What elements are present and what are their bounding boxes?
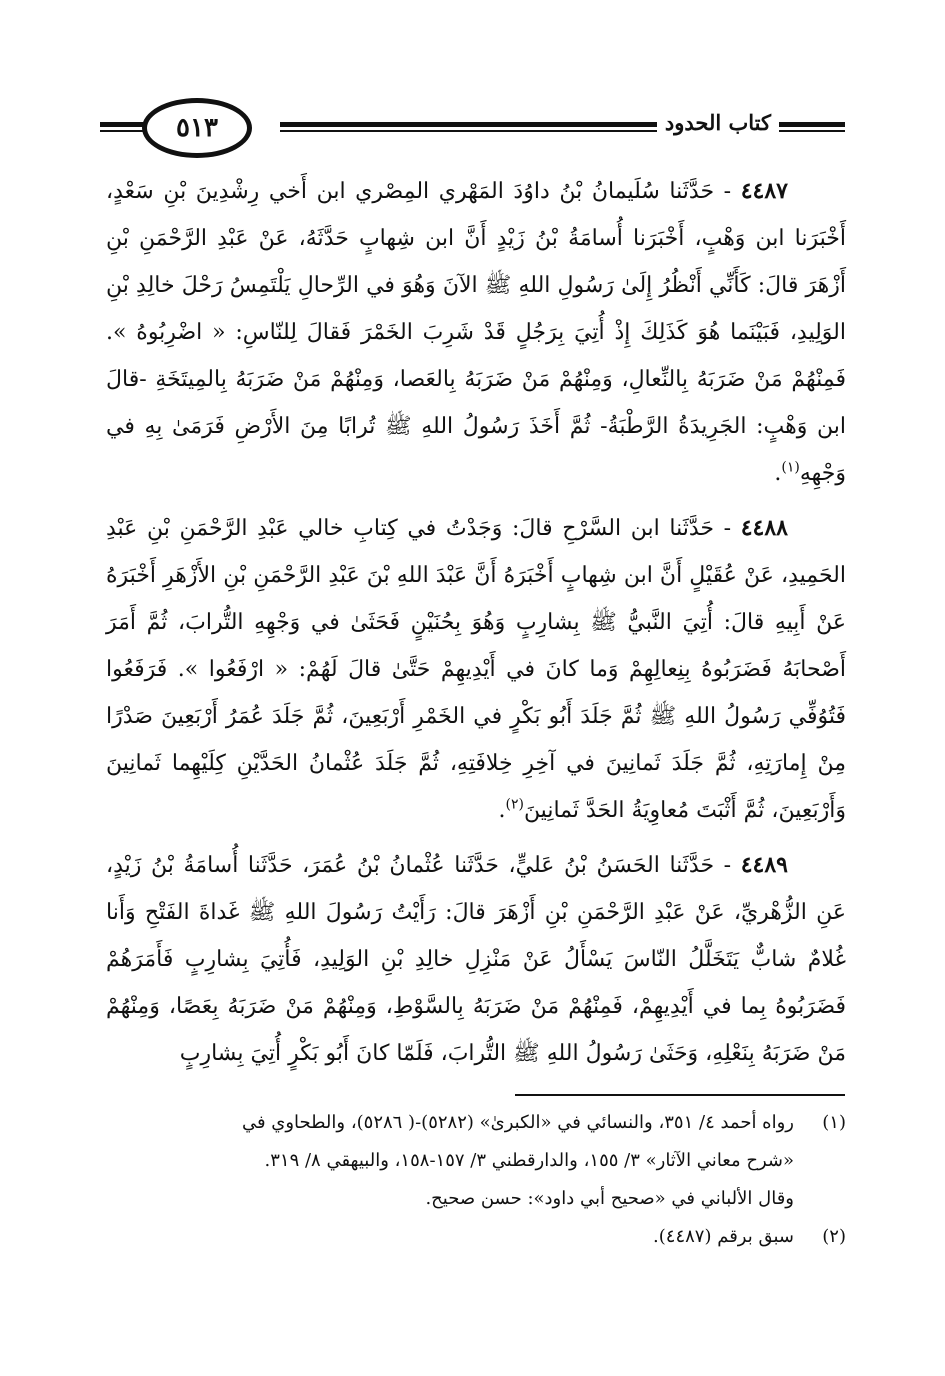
hadith-paragraph xyxy=(106,168,846,497)
page-number: ٥١٣ xyxy=(142,98,252,158)
hadith-text: - حَدَّثَنا سُلَيمانُ بْنُ داوُدَ المَهْري المِصْري ابن أَخي رِشْدِينَ بْنِ سَعْدٍ، أَخْبَرَنا ابن وَهْبٍ، أَخْبَرَنا أُسامَةُ بْنُ زَيْدٍ أَنَّ ابن شِهابٍ حَدَّثَهُ، عَنْ عَبْدِ الرَّحْمَنِ بْنِ أَزْهَرَ قالَ: كَأَنِّي أَنْظُرُ إِلَىٰ رَسُولِ اللهِ ﷺ الآنَ وَهُوَ في الرِّحالِ يَلْتَمِسُ رَحْلَ خالِدِ بْنِ الوَلِيدِ، فَبَيْنَما هُوَ كَذَلِكَ إِذْ أُتِيَ بِرَجُلٍ قَدْ شَرِبَ الخَمْرَ فَقالَ لِلنّاسِ: « اضْرِبُوهُ ». فَمِنْهُمْ مَنْ ضَرَبَهُ بِالنِّعالِ، وَمِنْهُمْ مَنْ ضَرَبَهُ بِالعَصا، وَمِنْهُمْ مَنْ ضَرَبَهُ بِالمِيتَخَةِ -قالَ ابن وَهْبٍ: الجَرِيدَةُ الرَّطْبَةُ- ثُمَّ أَخَذَ رَسُولُ اللهِ ﷺ تُرابًا مِنَ الأَرْضِ فَرَمَىٰ بِهِ في وَجْهِهِ xyxy=(106,179,846,486)
book-title: كتاب الحدود xyxy=(657,110,779,135)
footnote-line: سبق برقم (٤٤٨٧). xyxy=(653,1226,794,1247)
page-header xyxy=(100,88,845,168)
footnote-text xyxy=(106,1104,794,1218)
footnote-text xyxy=(106,1218,794,1256)
footnote-marker: (٢) xyxy=(822,1226,846,1247)
footnote-line: «شرح معاني الآثار» ٣/ ١٥٥، والدارقطني ٣/ ١٥٧-١٥٨، والبيهقي ٨/ ٣١٩. xyxy=(264,1150,794,1171)
hadith-text: - حَدَّثَنا ابن السَّرْحِ قالَ: وَجَدْتُ في كِتابِ خالي عَبْدِ الرَّحْمَنِ بْنِ عَبْدِ الحَمِيدِ، عَنْ عُقَيْلٍ أَنَّ ابن شِهابٍ أَخْبَرَهُ أَنَّ عَبْدَ اللهِ بْنَ عَبْدِ الرَّحْمَنِ بْنِ الأَزْهَرِ أَخْبَرَهُ عَنْ أَبِيهِ قالَ: أُتِيَ النَّبيُّ ﷺ بِشارِبٍ وَهُوَ بِحُنَيْنٍ فَحَثَىٰ في وَجْهِهِ التُّرابَ، ثُمَّ أَمَرَ أَصْحابَهُ فَضَرَبُوهُ بِنِعالِهِمْ وَما كانَ في أَيْدِيهِمْ حَتَّىٰ قالَ لَهُمْ: « ارْفَعُوا ». فَرَفَعُوا فَتُوُفِّي رَسُولُ اللهِ ﷺ ثُمَّ جَلَدَ أَبُو بَكْرٍ في الخَمْرِ أَرْبَعِينَ، ثُمَّ جَلَدَ عُمَرُ أَرْبَعِينَ صَدْرًا مِنْ إِمارَتِهِ، ثُمَّ جَلَدَ ثَمانِينَ في آخِرِ خِلافَتِهِ، ثُمَّ جَلَدَ عُثْمانُ الحَدَّيْنِ كِلَيْهِما ثَمانِينَ وَأَرْبَعِينَ، ثُمَّ أَثْبَتَ مُعاوِيَةُ الحَدَّ ثَمانِينَ xyxy=(106,516,846,823)
footnote-marker: (١) xyxy=(822,1112,846,1133)
hadith-number: ٤٤٨٨ xyxy=(740,515,788,541)
footnote-reference[interactable]: (١) xyxy=(781,459,800,476)
footnote-separator xyxy=(515,1094,845,1096)
main-text xyxy=(106,168,846,1085)
hadith-end: . xyxy=(774,461,782,486)
hadith-number: ٤٤٨٩ xyxy=(740,852,788,878)
hadith-number: ٤٤٨٧ xyxy=(740,178,788,204)
footnote-item xyxy=(106,1104,846,1218)
footnote-item xyxy=(106,1218,846,1256)
footnote-line: رواه أحمد ٤/ ٣٥١، والنسائي في «الكبرىٰ» (٥٢٨٢)-( ٥٢٨٦)، والطحاوي في xyxy=(241,1112,794,1133)
hadith-text: - حَدَّثَنا الحَسَنُ بْنُ عَليٍّ، حَدَّثَنا عُثْمانُ بْنُ عُمَرَ، حَدَّثَنا أُسامَةُ بْنُ زَيْدٍ، عَنِ الزُّهْريِّ، عَنْ عَبْدِ الرَّحْمَنِ بْنِ أَزْهَرَ قالَ: رَأَيْتُ رَسُولَ اللهِ ﷺ غَداةَ الفَتْحِ وَأَنا غُلامٌ شابٌّ يَتَخَلَّلُ النّاسَ يَسْأَلُ عَنْ مَنْزِلِ خالِدِ بْنِ الوَلِيدِ، فَأُتِيَ بِشارِبٍ فَأَمَرَهُمْ فَضَرَبُوهُ بِما في أَيْدِيهِمْ، فَمِنْهُمْ مَنْ ضَرَبَهُ بِالسَّوْطِ، وَمِنْهُمْ مَنْ ضَرَبَهُ بِعَصًا، وَمِنْهُمْ مَنْ ضَرَبَهُ بِنَعْلِهِ، وَحَثَىٰ رَسُولُ اللهِ ﷺ التُّرابَ، فَلَمّا كانَ أَبُو بَكْرٍ أُتِيَ بِشارِبٍ xyxy=(106,853,846,1066)
footnote-line: وقال الألباني في «صحيح أبي داود»: حسن صحيح. xyxy=(425,1188,794,1209)
hadith-paragraph xyxy=(106,505,846,834)
hadith-end: . xyxy=(498,798,506,823)
footnote-reference[interactable]: (٢) xyxy=(505,796,524,813)
footnotes xyxy=(106,1104,846,1256)
hadith-paragraph xyxy=(106,842,846,1077)
